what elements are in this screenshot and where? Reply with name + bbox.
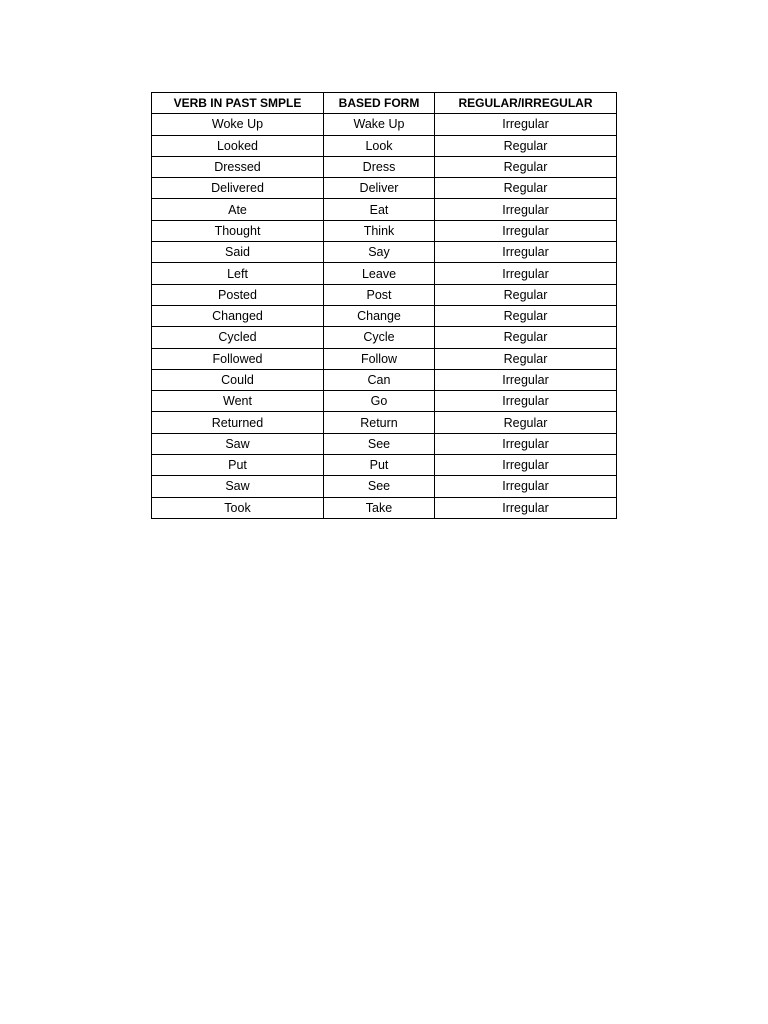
table-row bbox=[152, 327, 617, 348]
header-row bbox=[152, 93, 617, 114]
past-simple-cell: Took bbox=[152, 497, 324, 518]
type-cell: Irregular bbox=[435, 476, 617, 497]
base-form-cell: Say bbox=[324, 242, 435, 263]
table-row bbox=[152, 348, 617, 369]
base-form-cell: Change bbox=[324, 305, 435, 326]
past-simple-cell: Woke Up bbox=[152, 114, 324, 135]
type-cell: Irregular bbox=[435, 455, 617, 476]
type-cell: Regular bbox=[435, 412, 617, 433]
past-simple-cell: Changed bbox=[152, 305, 324, 326]
table-row bbox=[152, 433, 617, 454]
type-cell: Irregular bbox=[435, 242, 617, 263]
type-cell: Regular bbox=[435, 305, 617, 326]
type-cell: Irregular bbox=[435, 199, 617, 220]
table-row bbox=[152, 412, 617, 433]
past-simple-cell: Followed bbox=[152, 348, 324, 369]
base-form-cell: Follow bbox=[324, 348, 435, 369]
past-simple-cell: Could bbox=[152, 369, 324, 390]
base-form-cell: Go bbox=[324, 391, 435, 412]
table-row bbox=[152, 114, 617, 135]
base-form-cell: Think bbox=[324, 220, 435, 241]
base-form-cell: Wake Up bbox=[324, 114, 435, 135]
past-simple-cell: Put bbox=[152, 455, 324, 476]
base-form-cell: Dress bbox=[324, 156, 435, 177]
base-form-cell: Put bbox=[324, 455, 435, 476]
type-cell: Irregular bbox=[435, 369, 617, 390]
base-form-cell: Take bbox=[324, 497, 435, 518]
type-cell: Irregular bbox=[435, 114, 617, 135]
past-simple-cell: Ate bbox=[152, 199, 324, 220]
past-simple-cell: Saw bbox=[152, 433, 324, 454]
past-simple-cell: Dressed bbox=[152, 156, 324, 177]
type-cell: Regular bbox=[435, 327, 617, 348]
past-simple-cell: Said bbox=[152, 242, 324, 263]
verb-table bbox=[151, 92, 617, 519]
base-form-cell: Leave bbox=[324, 263, 435, 284]
past-simple-cell: Saw bbox=[152, 476, 324, 497]
header-base-form: BASED FORM bbox=[324, 93, 435, 114]
past-simple-cell: Returned bbox=[152, 412, 324, 433]
type-cell: Regular bbox=[435, 284, 617, 305]
past-simple-cell: Went bbox=[152, 391, 324, 412]
table-row bbox=[152, 242, 617, 263]
type-cell: Irregular bbox=[435, 220, 617, 241]
type-cell: Regular bbox=[435, 348, 617, 369]
table-row bbox=[152, 156, 617, 177]
table-row bbox=[152, 284, 617, 305]
base-form-cell: Deliver bbox=[324, 178, 435, 199]
table-row bbox=[152, 305, 617, 326]
past-simple-cell: Delivered bbox=[152, 178, 324, 199]
base-form-cell: Can bbox=[324, 369, 435, 390]
base-form-cell: See bbox=[324, 433, 435, 454]
type-cell: Regular bbox=[435, 135, 617, 156]
past-simple-cell: Left bbox=[152, 263, 324, 284]
type-cell: Regular bbox=[435, 178, 617, 199]
past-simple-cell: Posted bbox=[152, 284, 324, 305]
table-row bbox=[152, 391, 617, 412]
base-form-cell: Cycle bbox=[324, 327, 435, 348]
base-form-cell: See bbox=[324, 476, 435, 497]
table-row bbox=[152, 135, 617, 156]
table-row bbox=[152, 369, 617, 390]
type-cell: Irregular bbox=[435, 433, 617, 454]
type-cell: Irregular bbox=[435, 263, 617, 284]
type-cell: Irregular bbox=[435, 391, 617, 412]
table-row bbox=[152, 178, 617, 199]
past-simple-cell: Looked bbox=[152, 135, 324, 156]
header-past-simple: VERB IN PAST SMPLE bbox=[152, 93, 324, 114]
base-form-cell: Return bbox=[324, 412, 435, 433]
table-row bbox=[152, 476, 617, 497]
base-form-cell: Look bbox=[324, 135, 435, 156]
type-cell: Irregular bbox=[435, 497, 617, 518]
past-simple-cell: Thought bbox=[152, 220, 324, 241]
table-header bbox=[152, 93, 617, 114]
header-regular-irregular: REGULAR/IRREGULAR bbox=[435, 93, 617, 114]
base-form-cell: Eat bbox=[324, 199, 435, 220]
table-row bbox=[152, 220, 617, 241]
table-row bbox=[152, 199, 617, 220]
table-row bbox=[152, 263, 617, 284]
table-row bbox=[152, 497, 617, 518]
base-form-cell: Post bbox=[324, 284, 435, 305]
past-simple-cell: Cycled bbox=[152, 327, 324, 348]
type-cell: Regular bbox=[435, 156, 617, 177]
table-row bbox=[152, 455, 617, 476]
table-body bbox=[152, 114, 617, 519]
